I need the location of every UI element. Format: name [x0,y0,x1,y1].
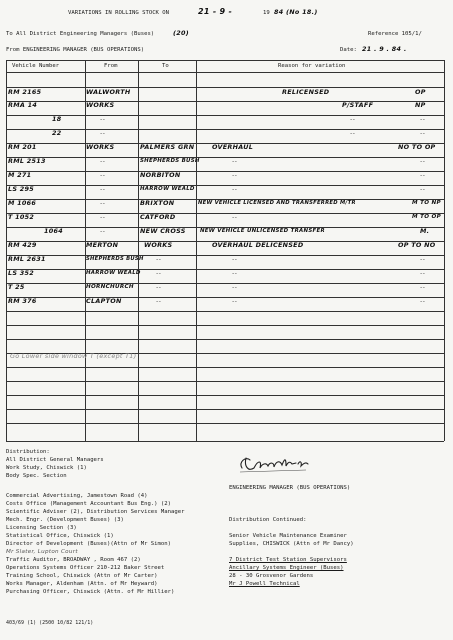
list-item: Scientific Adviser (2), Distribution Services Manager [6,509,185,515]
list-item: Commercial Advertising, Jamestown Road (4) [6,493,148,499]
reason: NEW VEHICLE LICENSED AND TRANSFERRED M/TR [198,200,356,206]
status-code: -- [420,185,426,193]
from-garage: WORKS [86,143,115,151]
list-item: Training School, Chiswick (Attn of Mr Carter) [6,573,158,579]
status-code: -- [420,157,426,165]
from-garage: -- [100,213,106,221]
from-garage: -- [100,171,106,179]
status-code: -- [420,255,426,263]
vehicle-number: RML 2631 [8,255,46,263]
status-code: M TO OP [412,214,441,220]
vehicle-number: RM 2165 [8,88,42,96]
from-garage: SHEPHERDS BUSH [86,256,144,262]
reason: OVERHAUL DELICENSED [212,241,304,249]
to-garage: -- [156,269,162,277]
vehicle-number: RML 2513 [8,157,46,165]
to-garage: CATFORD [140,213,176,221]
to-garage: -- [156,297,162,305]
reason: -- [232,157,238,165]
vehicle-number: LS 352 [8,269,35,277]
list-item: Supplies, CHISWICK (Attn of Mr Dancy) [229,541,354,547]
reason: NEW VEHICLE UNLICENSED TRANSFER [200,228,325,234]
handwritten-date: 21 - 9 - [198,7,233,16]
list-item: Mech. Engr. (Development Buses) (3) [6,517,124,523]
vehicle-number: 22 [52,129,62,137]
status-code: OP [415,88,426,96]
list-item: Mr J Powell Technical [229,581,300,587]
vehicle-number: T 1052 [8,213,35,221]
from-garage: -- [100,185,106,193]
reason: -- [232,255,238,263]
reason: P/STAFF [342,101,374,109]
from-garage: -- [100,227,106,235]
reference: Reference 105/1/ [368,31,422,37]
list-item-handwritten: Mr Slater, Lupton Court [6,549,78,555]
to-garage: NEW CROSS [140,227,186,235]
list-item: Ancillary Systems Engineer (Buses) [229,565,344,571]
pencil-note: Go Lower side window T (except T1) [10,352,137,360]
reason: -- [232,283,238,291]
date-value: 21 . 9 . 84 . [362,45,407,53]
reason: -- [232,269,238,277]
status-code: M. [420,227,430,235]
from-garage: WORKS [86,101,115,109]
column-header-to: To [162,63,169,69]
vehicle-number: RM 429 [8,241,37,249]
to-garage: PALMERS GRN [140,143,195,151]
vehicle-number: 18 [52,115,62,123]
from-garage: MERTON [86,241,119,249]
status-code: -- [420,129,426,137]
signature [236,452,314,478]
from-garage: -- [100,199,106,207]
vehicle-number: LS 295 [8,185,35,193]
status-code: -- [420,115,426,123]
form-footer: 403/69 (1) (2500 10/82 121/1) [6,620,94,626]
vehicle-number: RM 201 [8,143,37,151]
to-garage: WORKS [144,241,173,249]
distribution-heading: Distribution: [6,449,50,455]
reason: -- [350,129,356,137]
to-garage: -- [156,283,162,291]
status-code: M TO NP [412,200,441,206]
status-code: -- [420,269,426,277]
list-item: Costs Office (Management Accountant Bus Eng.) (2) [6,501,172,507]
to-garage: SHEPHERDS BUSH [140,158,200,164]
to-garage: HARROW WEALD [140,186,195,192]
continued-heading: Distribution Continued: [229,517,307,523]
list-item: Senior Vehicle Maintenance Examiner [229,533,347,539]
list-item: All District General Managers [6,457,104,463]
vehicle-number: RMA 14 [8,101,38,109]
signatory-title: ENGINEERING MANAGER (BUS OPERATIONS) [229,485,351,491]
from-garage: CLAPTON [86,297,122,305]
list-item: Licensing Section (3) [6,525,77,531]
to-garage: BRIXTON [140,199,175,207]
status-code: -- [420,283,426,291]
vehicle-number: 1064 [44,227,63,235]
reason: -- [232,297,238,305]
column-header-from: From [104,63,118,69]
status-code: -- [420,171,426,179]
reason: OVERHAUL [212,143,254,151]
list-item: Traffic Auditor, BROADWAY , Room 467 (2) [6,557,141,563]
list-item: Statistical Office, Chiswick (1) [6,533,114,539]
status-code: NP [415,101,426,109]
vehicle-number: M 1066 [8,199,37,207]
to-garage: -- [156,255,162,263]
list-item: Body Spec. Section [6,473,67,479]
column-header-reason: Reason for variation [278,63,346,69]
from-garage: -- [100,115,106,123]
from-garage: WALWORTH [86,88,131,96]
vehicle-number: M 271 [8,171,32,179]
reason: -- [232,185,238,193]
year-prefix: 19 [263,10,270,16]
date-label: Date: [340,47,357,53]
to-count: (20) [173,29,189,37]
document-title: VARIATIONS IN ROLLING STOCK ON [68,10,170,16]
bulletin-number: 84 (No 18.) [274,8,318,16]
reason: -- [350,115,356,123]
list-item: Purchasing Officer, Chiswick (Attn. of Mr Hillier) [6,589,175,595]
from-line: From ENGINEERING MANAGER (BUS OPERATIONS) [6,47,145,53]
list-item: Works Manager, Aldenham (Attn. of Mr Heyward) [6,581,158,587]
column-header-vehicle: Vehicle Number [12,63,60,69]
to-garage: NORBITON [140,171,181,179]
vehicle-number: RM 376 [8,297,37,305]
list-item: 28 - 30 Grosvenor Gardens [229,573,314,579]
from-garage: -- [100,157,106,165]
from-garage: -- [100,129,106,137]
status-code: -- [420,297,426,305]
status-code: OP TO NO [398,241,436,249]
from-garage: HARROW WEALD [86,270,141,276]
reason: -- [232,171,238,179]
to-line: To All District Engineering Managers (Buses) [6,31,155,37]
list-item: Work Study, Chiswick (1) [6,465,87,471]
from-garage: HORNCHURCH [86,284,134,290]
status-code: NO TO OP [398,143,436,151]
list-item: Director of Development (Buses)(Attn of Mr Simon) [6,541,172,547]
vehicle-number: T 25 [8,283,25,291]
list-item: 7 District Test Station Supervisors [229,557,347,563]
list-item: Operations Systems Officer 210-212 Baker Street [6,565,165,571]
reason: RELICENSED [282,88,330,96]
reason: -- [232,213,238,221]
